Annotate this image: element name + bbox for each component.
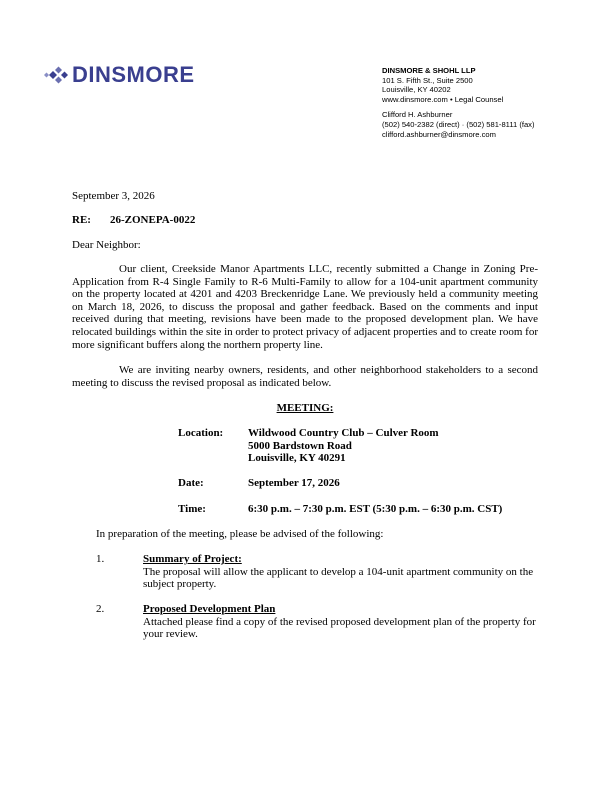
item-heading: Summary of Project: <box>143 553 242 565</box>
firm-address-line2: Louisville, KY 40202 <box>382 85 451 95</box>
logo-wordmark: DINSMORE <box>72 62 195 87</box>
time-value: 6:30 p.m. – 7:30 p.m. EST (5:30 p.m. – 6:30 p.m. CST) <box>248 503 503 515</box>
re-line <box>72 214 195 227</box>
date-label: Date: <box>178 477 204 489</box>
attorney-name: Clifford H. Ashburner <box>382 110 453 120</box>
diamond-cluster-icon <box>43 64 69 86</box>
preparation-text: In preparation of the meeting, please be advised of the following: <box>96 528 384 540</box>
firm-address-line1: 101 S. Fifth St., Suite 2500 <box>382 75 473 85</box>
item-number: 1. <box>96 553 105 565</box>
meeting-heading: MEETING: <box>276 402 334 414</box>
greeting: Dear Neighbor: <box>72 239 141 251</box>
re-label: RE: <box>72 214 91 226</box>
item-number: 2. <box>96 603 105 615</box>
item-text: Attached please find a copy of the revised proposed development plan of the property for your review. <box>143 615 536 641</box>
firm-contact-block <box>382 66 535 139</box>
item-text: The proposal will allow the applicant to develop a 104-unit apartment community on the subject property. <box>143 565 534 591</box>
firm-logo <box>43 61 195 89</box>
item-heading: Proposed Development Plan <box>143 603 276 615</box>
attorney-email: clifford.ashburner@dinsmore.com <box>382 129 496 139</box>
location-value: Wildwood Country Club – Culver Room 5000 Bardstown Road Louisville, KY 40291 <box>248 427 439 465</box>
firm-website: www.dinsmore.com • Legal Counsel <box>382 94 504 104</box>
date-value: September 17, 2026 <box>248 477 340 489</box>
paragraph-2: We are inviting nearby owners, residents, and other neighborhood stakeholders to a second meeting to discuss the revised proposal as indicated below. <box>72 364 538 389</box>
letter-date: September 3, 2026 <box>72 190 155 202</box>
attorney-phones: (502) 540-2382 (direct) · (502) 581-8111 (fax) <box>382 119 535 129</box>
firm-name: DINSMORE & SHOHL LLP <box>382 66 476 75</box>
re-value: 26-ZONEPA-0022 <box>110 214 196 226</box>
list-item <box>72 603 538 643</box>
time-label: Time: <box>178 503 206 515</box>
location-label: Location: <box>178 427 224 439</box>
list-item <box>72 553 538 593</box>
paragraph-1: Our client, Creekside Manor Apartments LLC, recently submitted a Change in Zoning Pre-Application from R-4 Single Family to R-6 Multi-Family to allow for a 104-unit apartment community on the property located at 4201 and 4203 Breckenridge Lane. We previously held a community meeting on March 18, 2026, to discuss the proposal and gather feedback. Based on the comments and input received during that meeting, revisions have been made to the proposed development plan. We have relocated buildings within the site in order to protect privacy of adjacent properties and to create room for more significant buffers along the northern property line. <box>72 263 538 351</box>
